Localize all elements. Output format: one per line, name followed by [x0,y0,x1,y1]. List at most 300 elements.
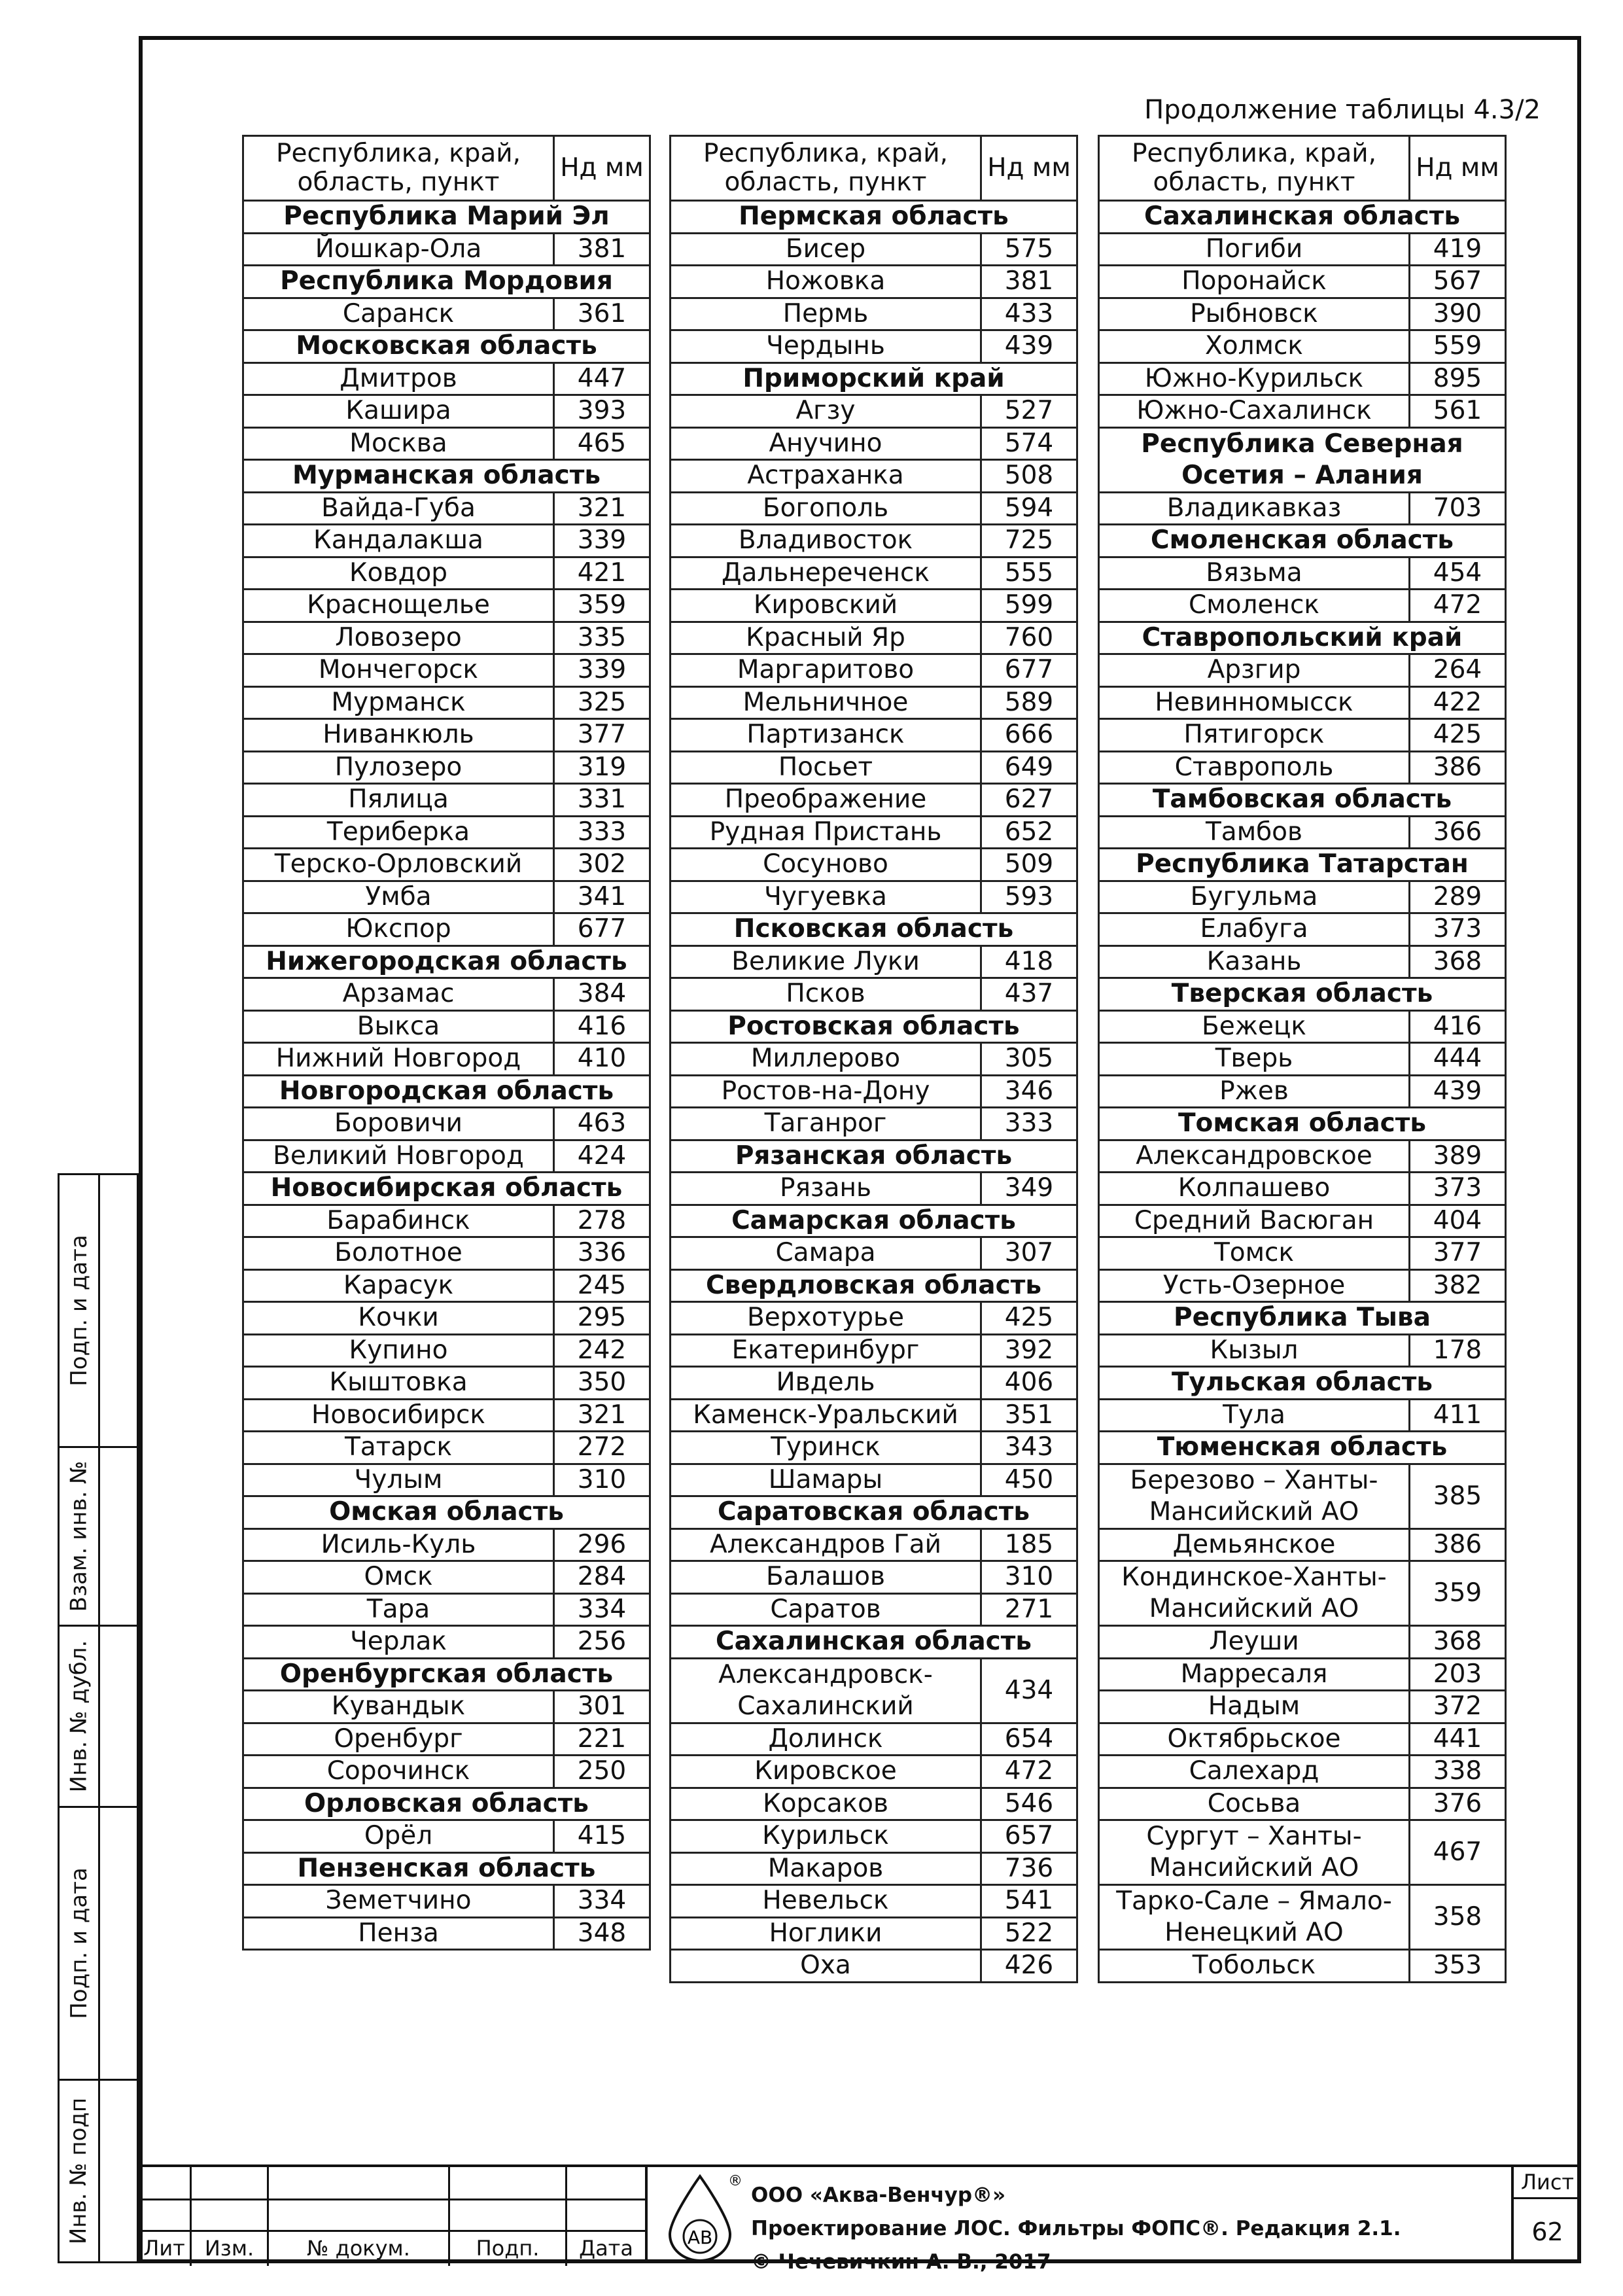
place-name: Самара [671,1237,981,1270]
region-name: Тамбовская область [1099,784,1506,817]
value-cell: 341 [554,881,650,913]
value-cell: 335 [554,622,650,654]
value-cell: 310 [554,1464,650,1496]
place-name: Ивдель [671,1367,981,1400]
region-name: Смоленская область [1099,525,1506,557]
table-row [1099,1691,1506,1723]
place-name: Надым [1099,1691,1410,1723]
table-row [671,719,1077,752]
place-name: Исиль-Куль [243,1528,554,1561]
place-name: Александровск-Сахалинский [671,1658,981,1723]
value-cell: 434 [981,1658,1077,1723]
region-row [1099,525,1506,557]
region-name: Республика Татарстан [1099,849,1506,881]
region-row [1099,849,1506,881]
region-row [671,201,1077,234]
value-cell: 185 [981,1528,1077,1561]
table-row [1099,1237,1506,1270]
place-name: Невинномысск [1099,686,1410,719]
value-cell: 589 [981,686,1077,719]
value-cell: 284 [554,1561,650,1594]
value-cell: 418 [981,945,1077,978]
company-logo [661,2172,742,2264]
table-row [243,1432,650,1464]
table-row [1099,1626,1506,1659]
region-row [1099,1432,1506,1464]
place-name: Боровичи [243,1108,554,1140]
place-name: Сосуново [671,849,981,881]
region-name: Омская область [243,1496,650,1529]
table-row [243,849,650,881]
value-cell: 594 [981,492,1077,525]
value-cell: 382 [1410,1269,1506,1302]
value-cell: 278 [554,1205,650,1237]
table-row [671,1658,1077,1723]
table-row [671,849,1077,881]
region-name: Самарская область [671,1205,1077,1237]
place-name: Ножовка [671,266,981,298]
region-name: Сахалинская область [1099,201,1506,234]
value-cell: 271 [981,1593,1077,1626]
value-cell: 467 [1410,1820,1506,1885]
value-cell: 373 [1410,1173,1506,1205]
value-cell: 454 [1410,557,1506,590]
region-row [1099,1367,1506,1400]
place-name: Невельск [671,1885,981,1918]
value-cell: 325 [554,686,650,719]
place-name: Холмск [1099,330,1410,363]
place-name: Вязьма [1099,557,1410,590]
value-cell: 381 [554,233,650,266]
value-cell: 319 [554,751,650,784]
place-name: Тверь [1099,1043,1410,1076]
value-cell: 425 [1410,719,1506,752]
value-cell: 334 [554,1885,650,1918]
value-cell: 366 [1410,816,1506,849]
header-value: Hд мм [981,136,1077,201]
table-row [671,1399,1077,1432]
value-cell: 555 [981,557,1077,590]
table-row [671,1464,1077,1496]
value-cell: 439 [1410,1075,1506,1108]
value-cell: 419 [1410,233,1506,266]
region-name: Саратовская область [671,1496,1077,1529]
region-row [243,1496,650,1529]
value-cell: 368 [1410,945,1506,978]
stamp-cell [58,2079,139,2263]
table-row [1099,330,1506,363]
stamp-label: Взам. инв. № [65,1460,92,1612]
value-cell: 381 [981,266,1077,298]
table-row [243,525,650,557]
table-row [243,1626,650,1659]
table-row [671,330,1077,363]
table-row [671,1302,1077,1335]
place-name: Вайда-Губа [243,492,554,525]
table-row [243,1593,650,1626]
table-row [671,1788,1077,1820]
table-row [1099,1043,1506,1076]
place-name: Партизанск [671,719,981,752]
place-name: Омск [243,1561,554,1594]
table-row [1099,1756,1506,1788]
value-cell: 334 [554,1593,650,1626]
table-row [671,460,1077,493]
place-name: Орёл [243,1820,554,1853]
place-name: Средний Васюган [1099,1205,1410,1237]
place-name: Москва [243,427,554,460]
table-row [243,1269,650,1302]
table-row [1099,1140,1506,1173]
place-name: Черлак [243,1626,554,1659]
value-cell: 350 [554,1367,650,1400]
place-name: Кировский [671,590,981,622]
header-value: Hд мм [1410,136,1506,201]
table-row [243,1820,650,1853]
region-row [1099,1108,1506,1140]
place-name: Умба [243,881,554,913]
region-name: Ставропольский край [1099,622,1506,654]
table-row [671,492,1077,525]
table-row [243,1723,650,1756]
table-row [1099,881,1506,913]
value-cell: 348 [554,1917,650,1950]
place-name: Екатеринбург [671,1334,981,1367]
value-cell: 575 [981,233,1077,266]
table-row [243,362,650,395]
place-name: Тамбов [1099,816,1410,849]
place-name: Корсаков [671,1788,981,1820]
value-cell: 437 [981,978,1077,1011]
value-cell: 404 [1410,1205,1506,1237]
place-name: Посьет [671,751,981,784]
table-row [1099,1173,1506,1205]
table-row [671,978,1077,1011]
value-cell: 359 [554,590,650,622]
place-name: Ржев [1099,1075,1410,1108]
place-name: Юкспор [243,913,554,946]
place-name: Погиби [1099,233,1410,266]
value-cell: 301 [554,1691,650,1723]
svg-text:®: ® [728,2173,742,2189]
table-row [1099,686,1506,719]
col-lit: Лит [143,2236,185,2261]
place-name: Кировское [671,1756,981,1788]
value-cell: 346 [981,1075,1077,1108]
value-cell: 546 [981,1788,1077,1820]
region-row [671,1140,1077,1173]
value-cell: 390 [1410,298,1506,330]
table-row [243,1302,650,1335]
value-cell: 677 [554,913,650,946]
value-cell: 289 [1410,881,1506,913]
table-row [1099,816,1506,849]
place-name: Каменск-Уральский [671,1399,981,1432]
table-row [1099,913,1506,946]
table-row [1099,1788,1506,1820]
region-name: Новосибирская область [243,1173,650,1205]
place-name: Пенза [243,1917,554,1950]
value-cell: 359 [1410,1561,1506,1626]
value-cell: 416 [1410,1010,1506,1043]
table-row [243,978,650,1011]
place-name: Пулозеро [243,751,554,784]
table-row [243,427,650,460]
table-row [243,1205,650,1237]
table-row [1099,1269,1506,1302]
region-row [243,201,650,234]
table-row [671,1885,1077,1918]
stamp-label: Инв. № дубл. [65,1640,92,1793]
table-row [1099,362,1506,395]
place-name: Балашов [671,1561,981,1594]
place-name: Сургут – Ханты-Мансийский АО [1099,1820,1410,1885]
sheet-box [1511,2164,1581,2263]
value-cell: 336 [554,1237,650,1270]
value-cell: 559 [1410,330,1506,363]
value-cell: 599 [981,590,1077,622]
table-row [1099,1075,1506,1108]
place-name: Саранск [243,298,554,330]
region-name: Тверская область [1099,978,1506,1011]
value-cell: 385 [1410,1464,1506,1528]
table-row [1099,719,1506,752]
stamp-cell [58,1625,139,1808]
table-row [671,233,1077,266]
place-name: Пермь [671,298,981,330]
table-row [671,1173,1077,1205]
stamp-label: Инв. № подп [65,2097,92,2245]
region-row [243,1788,650,1820]
place-name: Ноглики [671,1917,981,1950]
place-name: Таганрог [671,1108,981,1140]
table-row [671,1432,1077,1464]
value-cell: 178 [1410,1334,1506,1367]
value-cell: 386 [1410,1528,1506,1561]
region-row [1099,201,1506,234]
region-name: Пермская область [671,201,1077,234]
place-name: Оха [671,1950,981,1983]
table-row [671,751,1077,784]
place-name: Териберка [243,816,554,849]
table-row [1099,1950,1506,1983]
table-row [671,784,1077,817]
region-name: Пензенская область [243,1852,650,1885]
value-cell: 389 [1410,1140,1506,1173]
place-name: Барабинск [243,1205,554,1237]
region-name: Тульская область [1099,1367,1506,1400]
place-name: Астраханка [671,460,981,493]
document-title: Проектирование ЛОС. Фильтры ФОПС®. Редакция 2.1. [751,2217,1401,2240]
value-cell: 264 [1410,654,1506,687]
table-row [1099,945,1506,978]
table-row [671,1108,1077,1140]
value-cell: 310 [981,1561,1077,1594]
value-cell: 465 [554,427,650,460]
region-row [243,1173,650,1205]
table-row [1099,1010,1506,1043]
table-row [671,686,1077,719]
value-cell: 677 [981,654,1077,687]
place-name: Купино [243,1334,554,1367]
region-row [671,1205,1077,1237]
place-name: Казань [1099,945,1410,978]
header-place: Республика, край, область, пункт [1099,136,1410,201]
place-name: Бежецк [1099,1010,1410,1043]
value-cell: 416 [554,1010,650,1043]
table-row [671,1723,1077,1756]
place-name: Владикавказ [1099,492,1410,525]
value-cell: 561 [1410,395,1506,428]
data-table-1 [242,135,651,1951]
region-row [1099,622,1506,654]
stamp-cell [58,1806,139,2081]
region-row [243,1852,650,1885]
value-cell: 652 [981,816,1077,849]
company-name: ООО «Аква-Венчур®» [751,2183,1006,2207]
region-row [671,1496,1077,1529]
place-name: Чугуевка [671,881,981,913]
table-row [671,1593,1077,1626]
place-name: Татарск [243,1432,554,1464]
place-name: Ловозеро [243,622,554,654]
region-row [1099,978,1506,1011]
value-cell: 654 [981,1723,1077,1756]
region-name: Республика Тыва [1099,1302,1506,1335]
place-name: Верхотурье [671,1302,981,1335]
revision-grid [139,2164,648,2263]
value-cell: 472 [1410,590,1506,622]
place-name: Туринск [671,1432,981,1464]
table-row [243,816,650,849]
table-row [1099,492,1506,525]
table-row [243,1367,650,1400]
place-name: Арзгир [1099,654,1410,687]
table-row [1099,233,1506,266]
table-row [243,784,650,817]
place-name: Агзу [671,395,981,428]
table-row [671,1528,1077,1561]
region-name: Новгородская область [243,1075,650,1108]
value-cell: 296 [554,1528,650,1561]
place-name: Мончегорск [243,654,554,687]
table-row [243,1464,650,1496]
table-row [243,1528,650,1561]
table-row [243,557,650,590]
place-name: Дмитров [243,362,554,395]
table-row [243,492,650,525]
table-row [671,298,1077,330]
table-row [243,751,650,784]
place-name: Усть-Озерное [1099,1269,1410,1302]
region-row [671,362,1077,395]
table-row [243,913,650,946]
place-name: Южно-Курильск [1099,362,1410,395]
place-name: Рыбновск [1099,298,1410,330]
value-cell: 393 [554,395,650,428]
header-row [1099,136,1506,201]
region-name: Республика Северная Осетия – Алания [1099,427,1506,492]
value-cell: 509 [981,849,1077,881]
value-cell: 593 [981,881,1077,913]
col-izm: Изм. [204,2236,254,2261]
value-cell: 426 [981,1950,1077,1983]
place-name: Елабуга [1099,913,1410,946]
table-row [671,427,1077,460]
copyright: © Чечевичкин А. В., 2017 [751,2250,1051,2274]
value-cell: 392 [981,1334,1077,1367]
table-row [243,590,650,622]
value-cell: 339 [554,654,650,687]
region-name: Свердловская область [671,1269,1077,1302]
place-name: Сосьва [1099,1788,1410,1820]
region-row [671,1010,1077,1043]
table-row [671,590,1077,622]
place-name: Бисер [671,233,981,266]
value-cell: 463 [554,1108,650,1140]
place-name: Долинск [671,1723,981,1756]
value-cell: 439 [981,330,1077,363]
place-name: Шамары [671,1464,981,1496]
place-name: Владивосток [671,525,981,557]
value-cell: 295 [554,1302,650,1335]
place-name: Великие Луки [671,945,981,978]
place-name: Карасук [243,1269,554,1302]
table-row [1099,557,1506,590]
place-name: Красный Яр [671,622,981,654]
value-cell: 221 [554,1723,650,1756]
value-cell: 376 [1410,1788,1506,1820]
place-name: Салехард [1099,1756,1410,1788]
value-cell: 447 [554,362,650,395]
table-row [671,1334,1077,1367]
table-row [671,1820,1077,1853]
value-cell: 321 [554,492,650,525]
table-row [243,1885,650,1918]
col-sign: Подп. [476,2236,540,2261]
value-cell: 522 [981,1917,1077,1950]
table-row [243,1756,650,1788]
value-cell: 242 [554,1334,650,1367]
region-name: Тюменская область [1099,1432,1506,1464]
table-row [243,1108,650,1140]
table-row [1099,654,1506,687]
value-cell: 373 [1410,913,1506,946]
value-cell: 361 [554,298,650,330]
table-row [1099,298,1506,330]
place-name: Дальнереченск [671,557,981,590]
region-row [243,1658,650,1691]
place-name: Анучино [671,427,981,460]
place-name: Псков [671,978,981,1011]
region-row [671,913,1077,946]
place-name: Пятигорск [1099,719,1410,752]
region-name: Мурманская область [243,460,650,493]
place-name: Земетчино [243,1885,554,1918]
place-name: Октябрьское [1099,1723,1410,1756]
table-row [671,1561,1077,1594]
table-row [671,1075,1077,1108]
value-cell: 895 [1410,362,1506,395]
header-place: Республика, край, область, пункт [243,136,554,201]
value-cell: 338 [1410,1756,1506,1788]
value-cell: 339 [554,525,650,557]
value-cell: 331 [554,784,650,817]
place-name: Великий Новгород [243,1140,554,1173]
place-name: Кандалакша [243,525,554,557]
table-row [243,654,650,687]
header-row [243,136,650,201]
